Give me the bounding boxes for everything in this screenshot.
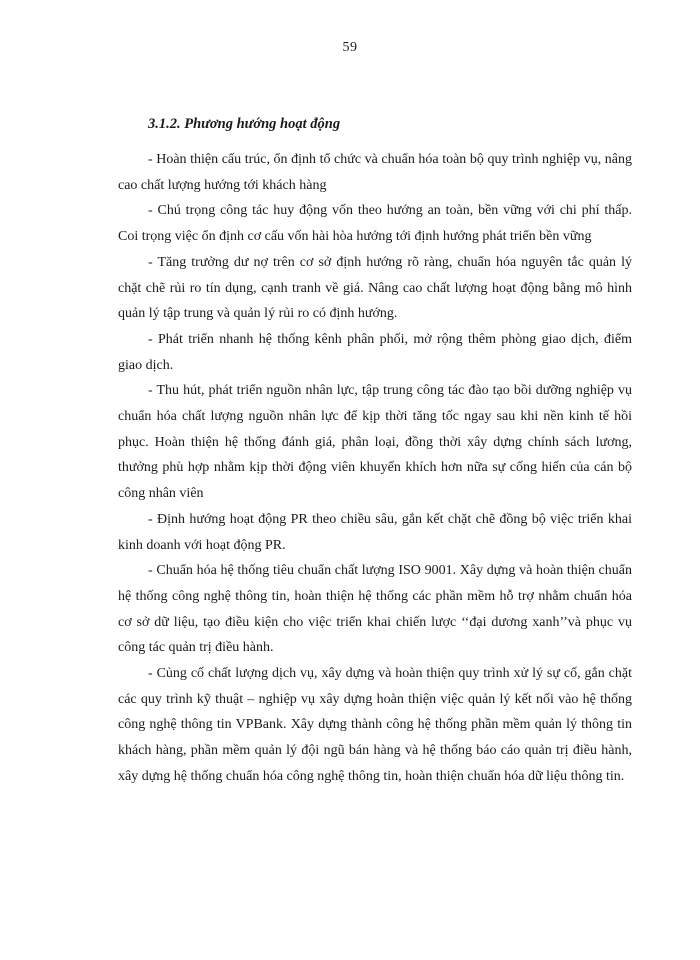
paragraph: - Chú trọng công tác huy động vốn theo hướng an toàn, bền vững với chi phí thấp. Coi trọng việc ổn định cơ cấu vốn hài hòa hướng tới định hướng phát triển bền vững xyxy=(118,203,632,245)
paragraph: - Phát triển nhanh hệ thống kênh phân phối, mở rộng thêm phòng giao dịch, điểm giao dịch. xyxy=(118,331,632,373)
paragraph: - Chuẩn hóa hệ thống tiêu chuẩn chất lượng ISO 9001. Xây dựng và hoàn thiện chuẩn hệ thống công nghệ thông tin, hoàn thiện hệ thống các phần mềm hỗ trợ nhằm chuẩn hóa cơ sở dữ liệu, tạo điều kiện cho việc triển khai chiến lược ‘‘đại dương xanh’’và phục vụ công tác quản trị điều hành. xyxy=(118,563,632,656)
document-body xyxy=(118,113,632,790)
paragraph: - Củng cố chất lượng dịch vụ, xây dựng và hoàn thiện quy trình xử lý sự cố, gắn chặt các quy trình kỹ thuật – nghiệp vụ xây dựng hoàn thiện việc quản lý kết nối vào hệ thống công nghệ thông tin VPBank. Xây dựng thành công hệ thống phần mềm quản lý thông tin khách hàng, phần mềm quản lý đội ngũ bán hàng và hệ thống báo cáo quản trị điều hành, xây dựng hệ thống chuẩn hóa công nghệ thông tin, hoàn thiện chuẩn hóa dữ liệu thông tin. xyxy=(118,666,632,784)
paragraph: - Định hướng hoạt động PR theo chiều sâu, gắn kết chặt chẽ đồng bộ việc triển khai kinh doanh với hoạt động PR. xyxy=(118,511,632,553)
paragraph: - Thu hút, phát triển nguồn nhân lực, tập trung công tác đào tạo bồi dưỡng nghiệp vụ chuẩn hóa chất lượng nguồn nhân lực để kịp thời tăng tốc ngay sau khi nền kinh tế hồi phục. Hoàn thiện hệ thống đánh giá, phân loại, đồng thời xây dựng chính sách lương, thưởng phù hợp nhằm kịp thời động viên khuyến khích hơn nữa sự cống hiến của cán bộ công nhân viên xyxy=(118,383,632,502)
section-heading: 3.1.2. Phương hướng hoạt động xyxy=(148,116,341,132)
paragraph: - Hoàn thiện cấu trúc, ổn định tổ chức và chuẩn hóa toàn bộ quy trình nghiệp vụ, nâng cao chất lượng hướng tới khách hàng xyxy=(118,152,632,193)
paragraph: - Tăng trưởng dư nợ trên cơ sở định hướng rõ ràng, chuẩn hóa nguyên tắc quản lý chặt chẽ rủi ro tín dụng, cạnh tranh về giá. Nâng cao chất lượng hoạt động bằng mô hình quản lý tập trung và quản lý rủi ro có định hướng. xyxy=(118,254,632,322)
page-number: 59 xyxy=(342,40,358,55)
